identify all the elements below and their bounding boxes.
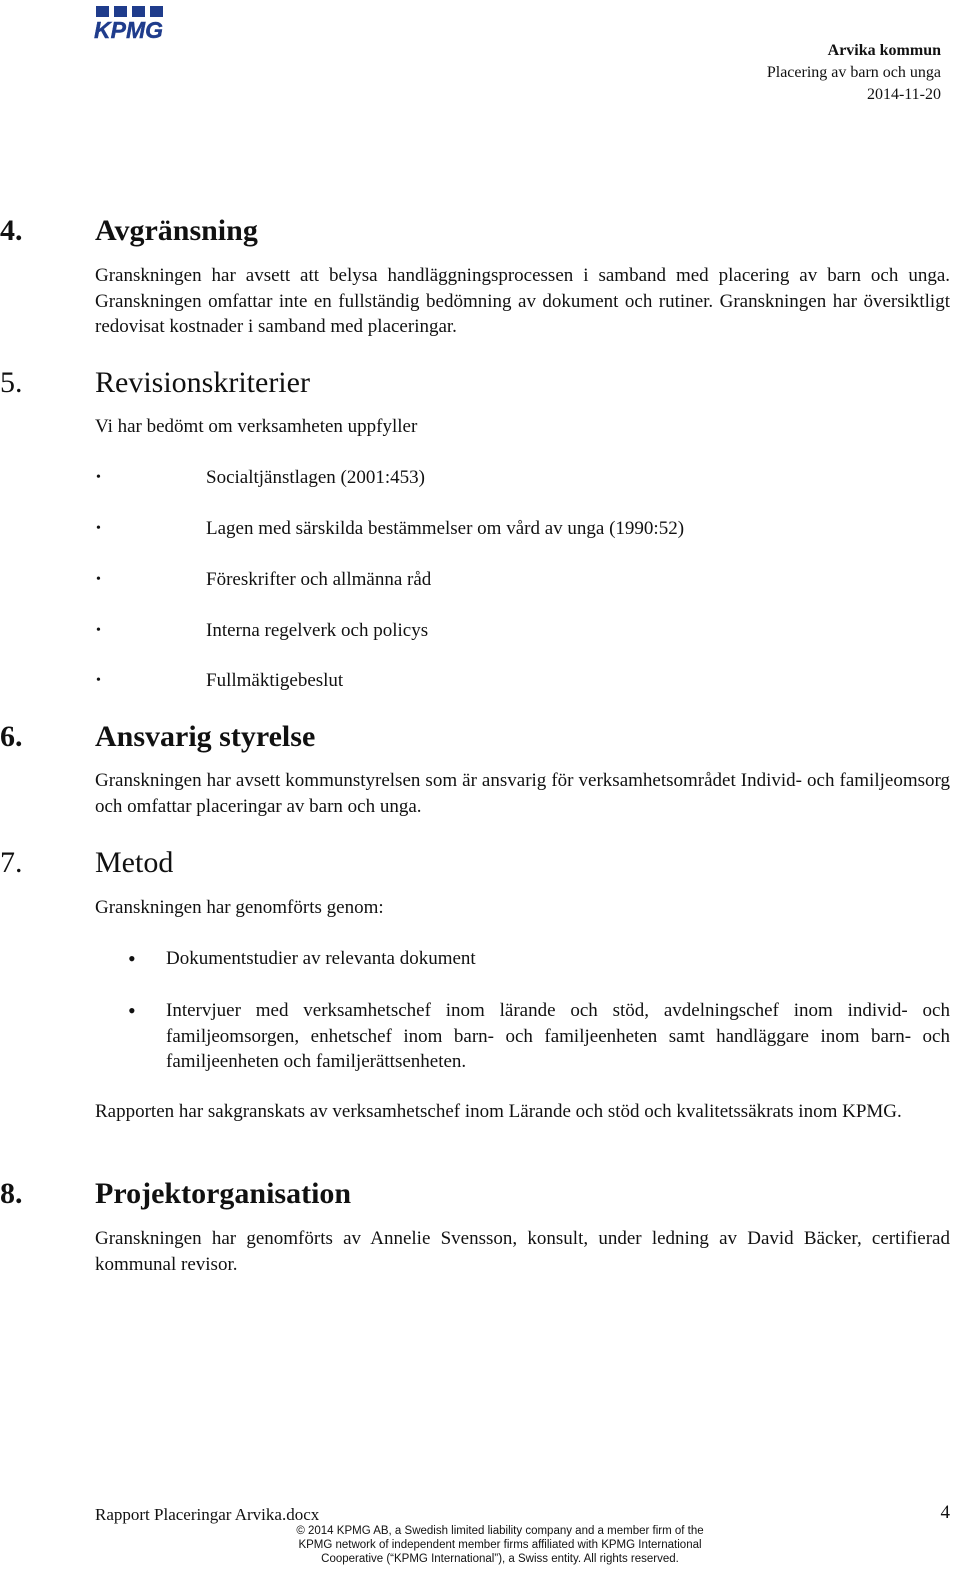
method-item: Intervjuer med verksamhetschef inom lärande och stöd, avdelningschef inom individ- och familjeomsorgen, enhetschef inom barn- och familjeenheten samt handläggare inom barn- och familjeenheten och familjerättsenheten.: [166, 1000, 950, 1072]
section-number: 8.: [0, 1177, 23, 1210]
header-org: Arvika kommun: [827, 42, 941, 59]
criteria-item: Föreskrifter och allmänna råd: [206, 569, 432, 590]
section-4-heading: [0, 214, 258, 248]
section-number: 4.: [0, 214, 23, 247]
criteria-item: Interna regelverk och policys: [206, 620, 429, 641]
section-4-body: Granskningen har avsett att belysa handläggningsprocessen i samband med placering av barn och unga. Granskningen omfattar inte en fullständig bedömning av dokument och rutiner. Granskningen har översiktligt redovisat kostnader i samband med placeringar.: [95, 265, 950, 337]
section-7-heading: [0, 846, 173, 880]
bullet-icon: •: [96, 572, 101, 587]
section-title: Revisionskriterier: [95, 366, 310, 399]
section-8-body: Granskningen har genomförts av Annelie Svensson, konsult, under ledning av David Bäcker, certifierad kommunal revisor.: [95, 1228, 950, 1275]
kpmg-logo: [92, 6, 180, 42]
page-header: [767, 40, 941, 106]
page-number: 4: [940, 1502, 950, 1523]
header-date: 2014-11-20: [866, 86, 941, 103]
section-title: Avgränsning: [95, 214, 258, 247]
section-5-intro: Vi har bedömt om verksamheten uppfyller: [95, 416, 418, 437]
section-6-body: Granskningen har avsett kommunstyrelsen som är ansvarig för verksamhetsområdet Individ- och familjeomsorg och omfattar placeringar av barn och unga.: [95, 770, 950, 817]
header-subject: Placering av barn och unga: [766, 64, 941, 81]
bullet-icon: •: [128, 946, 136, 971]
bullet-icon: •: [96, 470, 101, 485]
section-title: Ansvarig styrelse: [95, 720, 316, 753]
section-number: 5.: [0, 366, 23, 399]
section-5-heading: [0, 366, 310, 400]
section-7-outro: Rapporten har sakgranskats av verksamhetschef inom Lärande och stöd och kvalitetssäkrats inom KPMG.: [95, 1101, 902, 1122]
criteria-item: Fullmäktigebeslut: [206, 670, 344, 691]
section-8-heading: [0, 1177, 351, 1211]
criteria-item: Lagen med särskilda bestämmelser om vård av unga (1990:52): [206, 518, 685, 539]
bullet-icon: •: [96, 623, 101, 638]
bullet-icon: •: [128, 998, 136, 1023]
method-item: Dokumentstudier av relevanta dokument: [166, 948, 476, 969]
section-number: 6.: [0, 720, 23, 753]
section-title: Metod: [95, 846, 174, 879]
section-number: 7.: [0, 846, 23, 879]
section-6-heading: [0, 720, 315, 754]
section-title: Projektorganisation: [95, 1177, 352, 1210]
svg-text:KPMG: KPMG: [94, 17, 163, 42]
bullet-icon: •: [96, 673, 101, 688]
criteria-item: Socialtjänstlagen (2001:453): [206, 467, 425, 488]
section-7-intro: Granskningen har genomförts genom:: [95, 897, 384, 918]
bullet-icon: •: [96, 521, 101, 536]
footer-filename: Rapport Placeringar Arvika.docx: [95, 1505, 320, 1524]
footer-copyright: © 2014 KPMG AB, a Swedish limited liability company and a member firm of the KPMG network of independent member firms affiliated with KPMG International Cooperative (“KPMG International”), a Swiss entity. All rights reserved.: [296, 1525, 704, 1565]
